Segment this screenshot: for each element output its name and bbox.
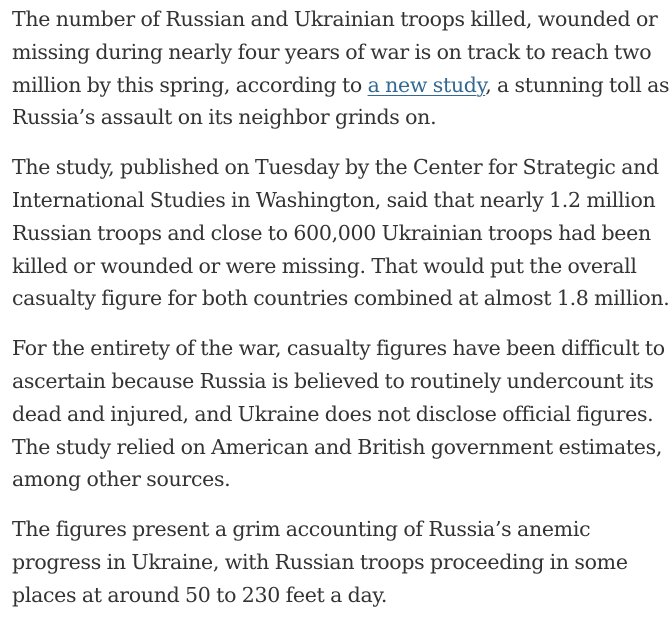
- article-body: [12, 3, 672, 629]
- paragraph-1-text-before: The number of Russian and Ukrainian troops killed, wounded or missing during nearly four years of war is on track to reach two million by this spring, according to: [12, 7, 658, 97]
- paragraph-1-text-after: , a stunning toll as Russia’s assault on its neighbor grinds on.: [12, 72, 670, 130]
- article-paragraph-1: [12, 3, 672, 134]
- article-paragraph-3: For the entirety of the war, casualty figures have been difficult to ascertain because Russia is believed to routinely undercount its dead and injured, and Ukraine does not disclose official figures. The study relied on American and British government estimates, among other sources.: [12, 336, 665, 492]
- new-study-link[interactable]: a new study: [367, 72, 486, 97]
- article-paragraph-4: The figures present a grim accounting of Russia’s anemic progress in Ukraine, with Russian troops proceeding in some places at around 50 to 230 feet a day.: [12, 517, 628, 607]
- article-paragraph-2: The study, published on Tuesday by the Center for Strategic and International Studies in Washington, said that nearly 1.2 million Russian troops and close to 600,000 Ukrainian troops had been killed or wounded or were missing. That would put the overall casualty figure for both countries combined at almost 1.8 million.: [12, 155, 670, 311]
